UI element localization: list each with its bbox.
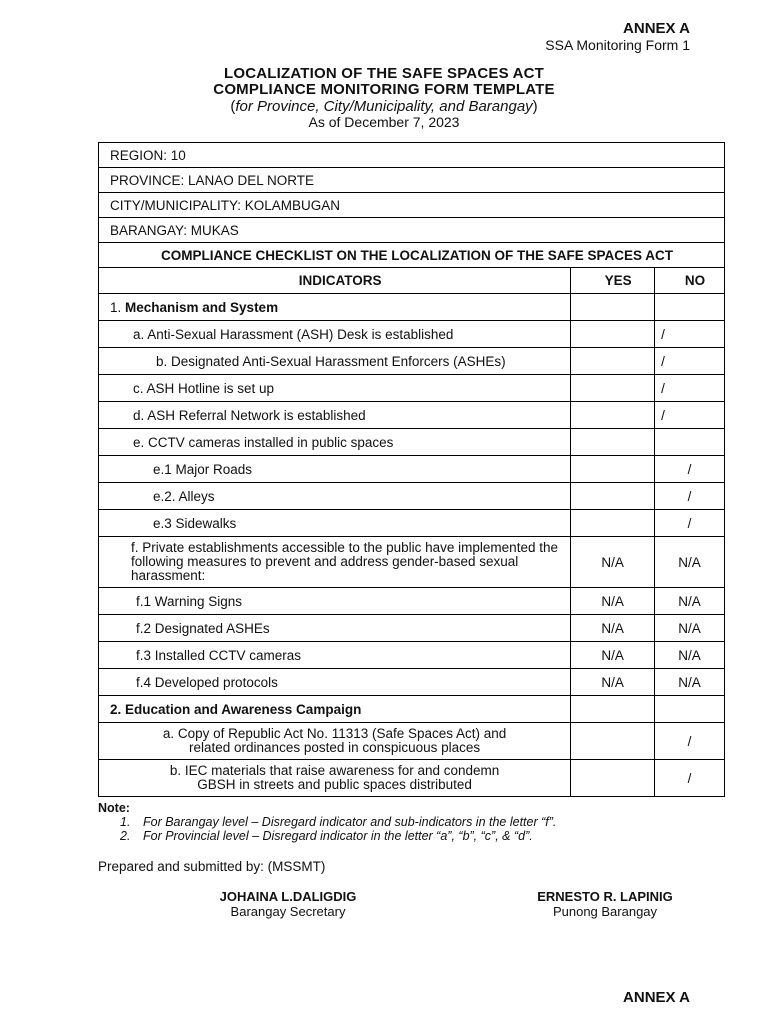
signatory-name: ERNESTO R. LAPINIG bbox=[537, 889, 673, 904]
form-number: SSA Monitoring Form 1 bbox=[545, 37, 690, 53]
prepared-by: Prepared and submitted by: (MSSMT) bbox=[98, 859, 326, 874]
indicator-label-line-1: a. Copy of Republic Act No. 11313 (Safe Spaces Act) and bbox=[162, 726, 507, 741]
as-of-date: As of December 7, 2023 bbox=[308, 114, 460, 130]
annex-header bbox=[545, 20, 690, 54]
section-1-label bbox=[99, 294, 571, 321]
yes-cell bbox=[571, 348, 655, 375]
table-row bbox=[99, 321, 725, 348]
yes-cell bbox=[571, 429, 655, 456]
yes-cell: N/A bbox=[571, 537, 655, 588]
yes-cell: N/A bbox=[571, 669, 655, 696]
province-field: PROVINCE: LANAO DEL NORTE bbox=[99, 168, 725, 193]
table-row bbox=[99, 642, 725, 669]
column-header-row bbox=[99, 268, 725, 294]
signatory-title: Barangay Secretary bbox=[230, 904, 346, 919]
indicator-label: c. ASH Hotline is set up bbox=[99, 375, 571, 402]
indicator-label-line-2: GBSH in streets and public spaces distributed bbox=[197, 777, 472, 792]
yes-cell bbox=[571, 456, 655, 483]
signatory-name: JOHAINA L.DALIGDIG bbox=[219, 889, 357, 904]
indicator-label bbox=[99, 723, 571, 760]
no-cell: / bbox=[655, 348, 725, 375]
indicator-label: f.4 Developed protocols bbox=[99, 669, 571, 696]
indicator-label-line-1: b. IEC materials that raise awareness for and condemn bbox=[169, 763, 500, 778]
yes-cell: N/A bbox=[571, 615, 655, 642]
indicator-label: e.2. Alleys bbox=[99, 483, 571, 510]
checklist-heading: COMPLIANCE CHECKLIST ON THE LOCALIZATION OF THE SAFE SPACES ACT bbox=[99, 243, 725, 268]
section-1-number: 1. bbox=[110, 299, 126, 315]
section-row bbox=[99, 696, 725, 723]
section-row bbox=[99, 294, 725, 321]
indicator-label: f.3 Installed CCTV cameras bbox=[99, 642, 571, 669]
indicator-label: e.1 Major Roads bbox=[99, 456, 571, 483]
scope-close-paren: ) bbox=[532, 98, 538, 115]
no-cell: N/A bbox=[655, 615, 725, 642]
yes-cell bbox=[571, 321, 655, 348]
yes-cell bbox=[571, 402, 655, 429]
table-row bbox=[99, 483, 725, 510]
title-line-1: LOCALIZATION OF THE SAFE SPACES ACT bbox=[223, 65, 545, 82]
city-field: CITY/MUNICIPALITY: KOLAMBUGAN bbox=[99, 193, 725, 218]
compliance-form-table bbox=[98, 142, 725, 797]
indicator-label: e.3 Sidewalks bbox=[99, 510, 571, 537]
indicator-label-line-2: related ordinances posted in conspicuous places bbox=[189, 740, 481, 755]
col-indicators: INDICATORS bbox=[99, 268, 571, 294]
indicator-label: b. Designated Anti-Sexual Harassment Enforcers (ASHEs) bbox=[99, 348, 571, 375]
barangay-field: BARANGAY: MUKAS bbox=[99, 218, 725, 243]
table-row bbox=[99, 615, 725, 642]
table-row bbox=[99, 723, 725, 760]
signatory-secretary bbox=[188, 889, 388, 919]
indicator-label: f. Private establishments accessible to the public have implemented the following measures to prevent and address gender-based sexual harassment: bbox=[99, 537, 571, 588]
no-cell bbox=[655, 429, 725, 456]
annex-footer: ANNEX A bbox=[623, 989, 690, 1006]
no-cell: N/A bbox=[655, 669, 725, 696]
notes-section bbox=[98, 801, 718, 843]
col-no: NO bbox=[655, 268, 725, 294]
table-row bbox=[99, 588, 725, 615]
yes-cell bbox=[571, 760, 655, 797]
indicator-label: e. CCTV cameras installed in public spaces bbox=[99, 429, 571, 456]
indicator-label bbox=[99, 760, 571, 797]
yes-cell bbox=[571, 483, 655, 510]
no-cell: / bbox=[655, 402, 725, 429]
signatory-punong-barangay bbox=[505, 889, 705, 919]
region-field: REGION: 10 bbox=[99, 143, 725, 168]
no-cell: / bbox=[655, 483, 725, 510]
title-scope bbox=[0, 98, 768, 115]
no-cell: / bbox=[655, 510, 725, 537]
scope-text: for Province, City/Municipality, and Barangay bbox=[235, 98, 533, 115]
title-line-2: COMPLIANCE MONITORING FORM TEMPLATE bbox=[213, 81, 555, 98]
yes-cell bbox=[571, 723, 655, 760]
no-cell: / bbox=[655, 760, 725, 797]
table-row bbox=[99, 456, 725, 483]
col-yes: YES bbox=[571, 268, 655, 294]
section-1-title: Mechanism and System bbox=[125, 299, 279, 315]
yes-cell: N/A bbox=[571, 588, 655, 615]
table-row bbox=[99, 429, 725, 456]
indicator-label: a. Anti-Sexual Harassment (ASH) Desk is established bbox=[99, 321, 571, 348]
no-cell: N/A bbox=[655, 642, 725, 669]
note-text: For Provincial level – Disregard indicator in the letter “a”, “b”, “c”, & “d”. bbox=[143, 829, 533, 843]
yes-cell bbox=[571, 375, 655, 402]
indicator-label: f.1 Warning Signs bbox=[99, 588, 571, 615]
table-row bbox=[99, 669, 725, 696]
table-row bbox=[99, 510, 725, 537]
indicator-label: f.2 Designated ASHEs bbox=[99, 615, 571, 642]
document-title bbox=[0, 66, 768, 130]
indicator-label: d. ASH Referral Network is established bbox=[99, 402, 571, 429]
no-cell: N/A bbox=[655, 537, 725, 588]
annex-title: ANNEX A bbox=[623, 20, 690, 37]
yes-cell bbox=[571, 510, 655, 537]
note-number: 1. bbox=[120, 815, 131, 829]
note-number: 2. bbox=[120, 829, 131, 843]
section-2-label: 2. Education and Awareness Campaign bbox=[99, 696, 571, 723]
note-item bbox=[98, 829, 718, 843]
signatory-title: Punong Barangay bbox=[552, 904, 658, 919]
note-label: Note: bbox=[98, 801, 130, 815]
no-cell: / bbox=[655, 375, 725, 402]
scope-open-paren: ( bbox=[230, 98, 236, 115]
note-item bbox=[98, 815, 718, 829]
no-cell: / bbox=[655, 723, 725, 760]
note-text: For Barangay level – Disregard indicator and sub-indicators in the letter “f”. bbox=[143, 815, 557, 829]
table-row bbox=[99, 760, 725, 797]
yes-cell: N/A bbox=[571, 642, 655, 669]
no-cell: N/A bbox=[655, 588, 725, 615]
table-row bbox=[99, 402, 725, 429]
no-cell: / bbox=[655, 321, 725, 348]
no-cell: / bbox=[655, 456, 725, 483]
table-row bbox=[99, 348, 725, 375]
table-row bbox=[99, 375, 725, 402]
table-row bbox=[99, 537, 725, 588]
